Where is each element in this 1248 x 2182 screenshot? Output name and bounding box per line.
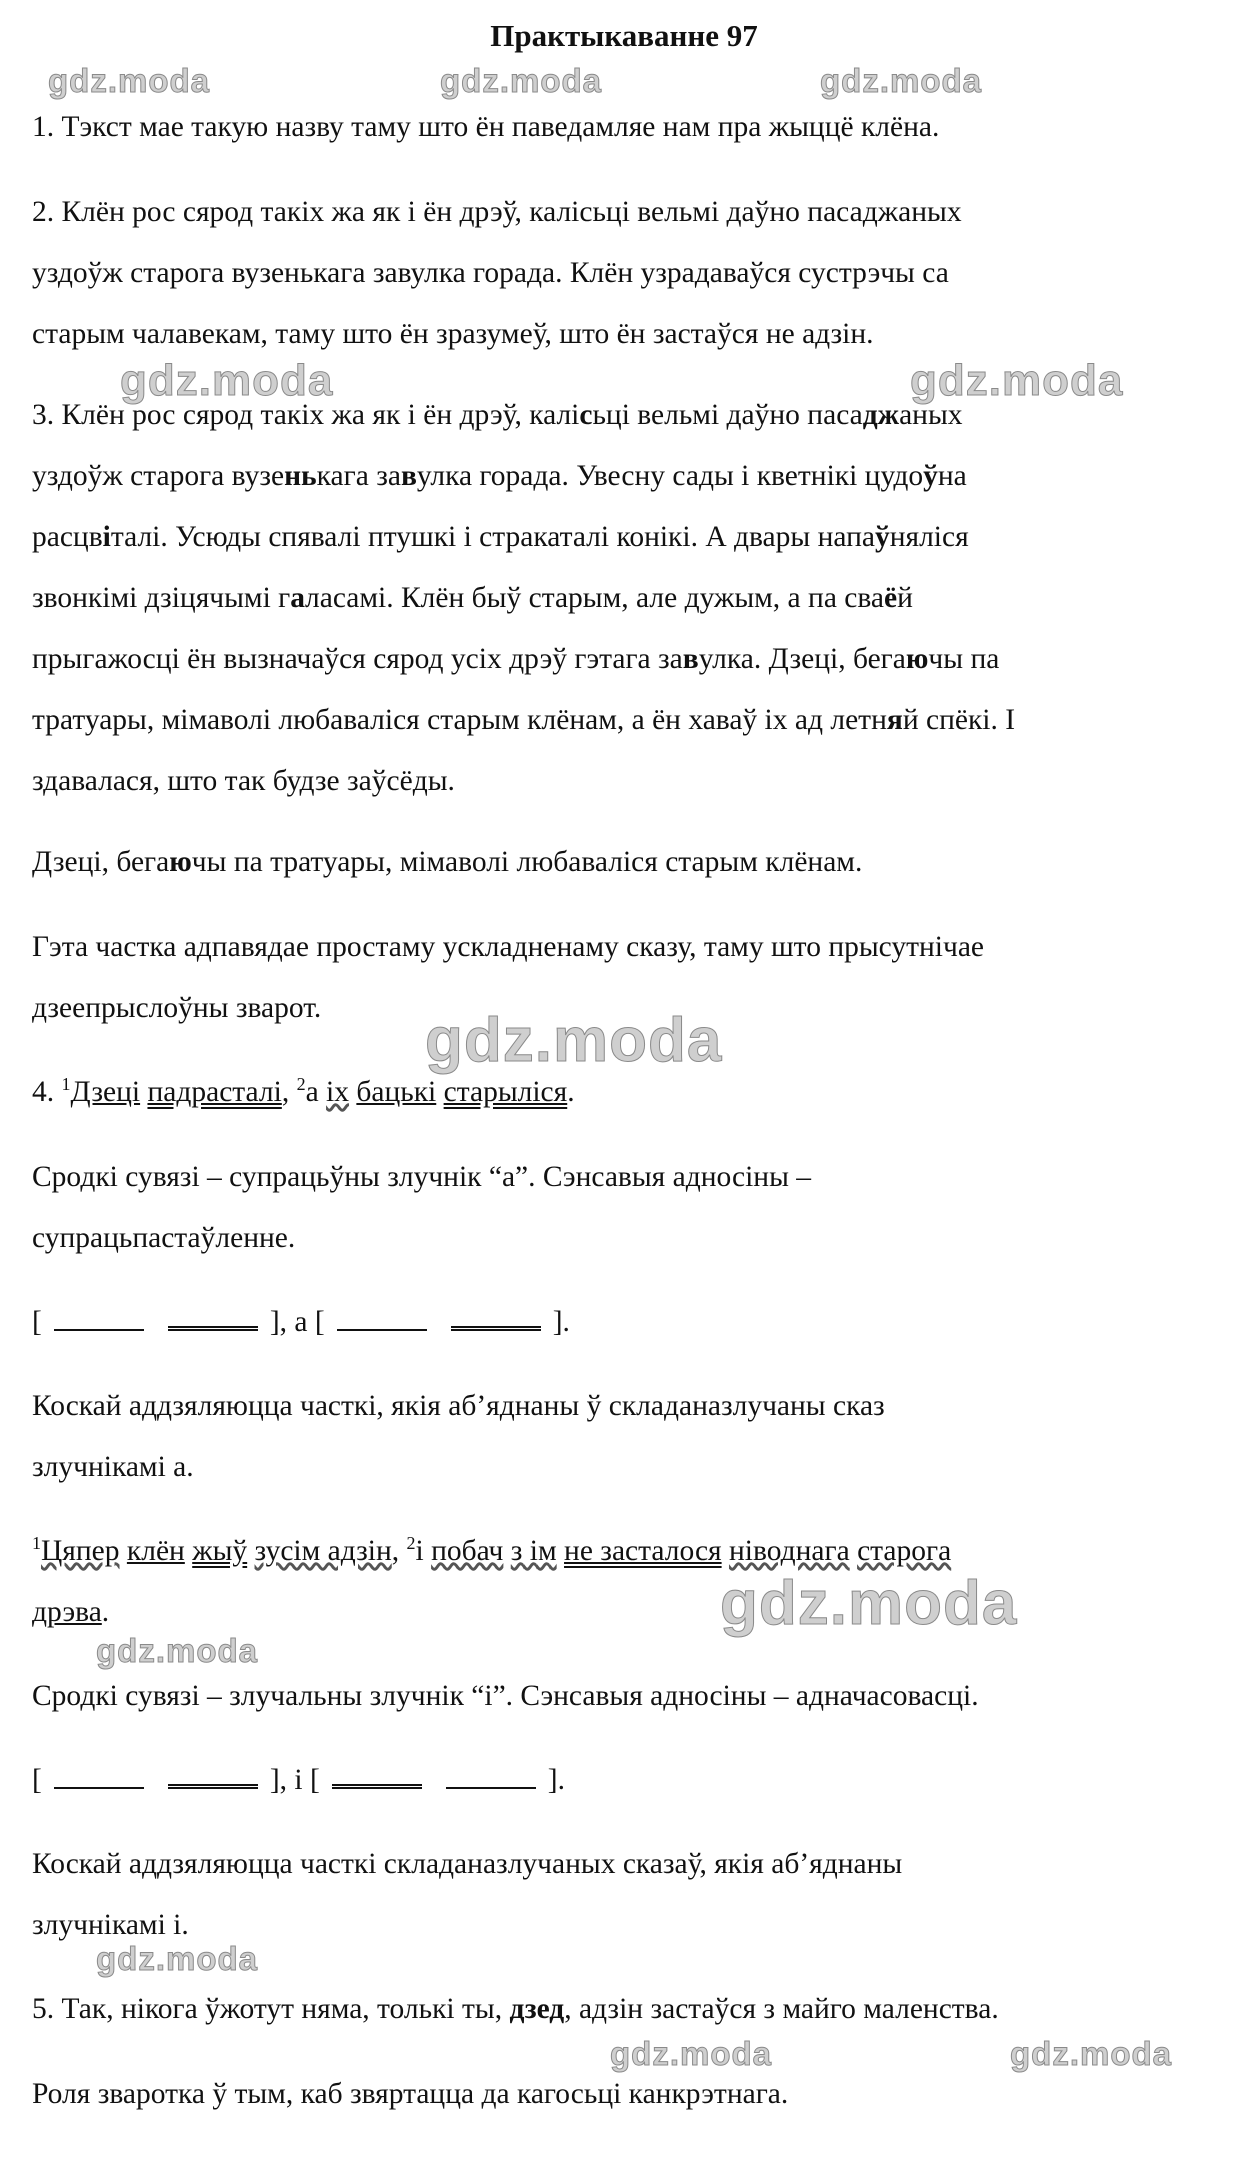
answer-3-line: звонкімі дзіцячымі галасамі. Клён быў старым, але дужым, а па сваёй <box>32 582 913 614</box>
answer-3-explanation: Гэта частка адпавядае простаму ускладненаму сказу, таму што прысутнічае <box>32 931 985 963</box>
watermark: gdz.moda <box>720 1569 1018 1638</box>
answer-4-means: супрацьпастаўленне. <box>32 1222 296 1254</box>
watermark: gdz.moda <box>440 62 602 99</box>
answer-3-line: расцвіталі. Усюды спявалі птушкі і стракаталі конікі. А двары напаўняліся <box>32 521 969 553</box>
answer-3-explanation: дзеепрыслоўны зварот. <box>32 992 322 1024</box>
answer-4-note: Коскай аддзяляюцца часткі складаназлучаных сказаў, якія аб’яднаны <box>32 1848 903 1880</box>
answer-4-sentence-2-cont: дрэва. <box>32 1596 110 1628</box>
watermark: gdz.moda <box>610 2035 772 2072</box>
answer-5: 5. Так, нікога ўжотут няма, толькі ты, дзед, адзін застаўся з майго маленства. <box>32 1993 999 2025</box>
answer-5-role: Роля зваротка ў тым, каб звяртацца да кагосьці канкрэтнага. <box>32 2078 789 2110</box>
answer-4-scheme-2: [ ], і [ ]. <box>32 1764 565 1796</box>
answer-4-sentence-1: 4. $^1$Дзеці падрасталі, $^2$а іх бацькі старыліся. <box>32 1074 575 1108</box>
answer-3-line: прыгажосці ён вызначаўся сярод усіх дрэў гэтага завулка. Дзеці, бегаючы па <box>32 643 1000 675</box>
answer-3-line: здавалася, што так будзе заўсёды. <box>32 765 455 797</box>
answer-2-line: 2. Клён рос сярод такіх жа як і ён дрэў, калісьці вельмі даўно пасаджаных <box>32 196 962 228</box>
answer-1: 1. Тэкст мае такую назву таму што ён паведамляе нам пра жыццё клёна. <box>32 111 940 143</box>
answer-3-line: уздоўж старога вузенькага завулка горада. Увесну сады і кветнікі цудоўна <box>32 460 967 492</box>
watermark: gdz.moda <box>425 1006 723 1075</box>
answer-4-sentence-2: $^1$Цяпер клён жыў зусім адзін, $^2$і побач з ім не засталося ніводнага старога <box>32 1533 952 1567</box>
answer-2-line: уздоўж старога вузенькага завулка горада. Клён узрадаваўся сустрэчы са <box>32 257 949 289</box>
answer-4-note: Коскай аддзяляюцца часткі, якія аб’яднаны ў складаназлучаны сказ <box>32 1390 885 1422</box>
page-title: Практыкаванне 97 <box>490 18 758 53</box>
answer-3-part: Дзеці, бегаючы па тратуары, мімаволі любаваліся старым клёнам. <box>32 846 863 878</box>
watermark: gdz.moda <box>910 356 1124 405</box>
watermark: gdz.moda <box>96 1632 258 1669</box>
answer-2-line: старым чалавекам, таму што ён зразумеў, што ён застаўся не адзін. <box>32 318 874 350</box>
watermark: gdz.moda <box>120 356 334 405</box>
answer-4-note: злучнікамі а. <box>32 1451 194 1483</box>
watermark: gdz.moda <box>1010 2035 1172 2072</box>
answer-3-line: 3. Клён рос сярод такіх жа як і ён дрэў, калісьці вельмі даўно пасаджаных <box>32 399 963 431</box>
answer-4-scheme-1: [ ], а [ ]. <box>32 1306 570 1338</box>
answer-4-note: злучнікамі і. <box>32 1909 189 1941</box>
watermark: gdz.moda <box>96 1940 258 1977</box>
watermark: gdz.moda <box>820 62 982 99</box>
answer-3-line: тратуары, мімаволі любаваліся старым клёнам, а ён хаваў іх ад летняй спёкі. І <box>32 704 1016 736</box>
answer-4-means: Сродкі сувязі – супрацьўны злучнік “а”. Сэнсавыя адносіны – <box>32 1161 812 1193</box>
watermark: gdz.moda <box>48 62 210 99</box>
answer-4-means: Сродкі сувязі – злучальны злучнік “і”. Сэнсавыя адносіны – адначасовасці. <box>32 1680 979 1712</box>
